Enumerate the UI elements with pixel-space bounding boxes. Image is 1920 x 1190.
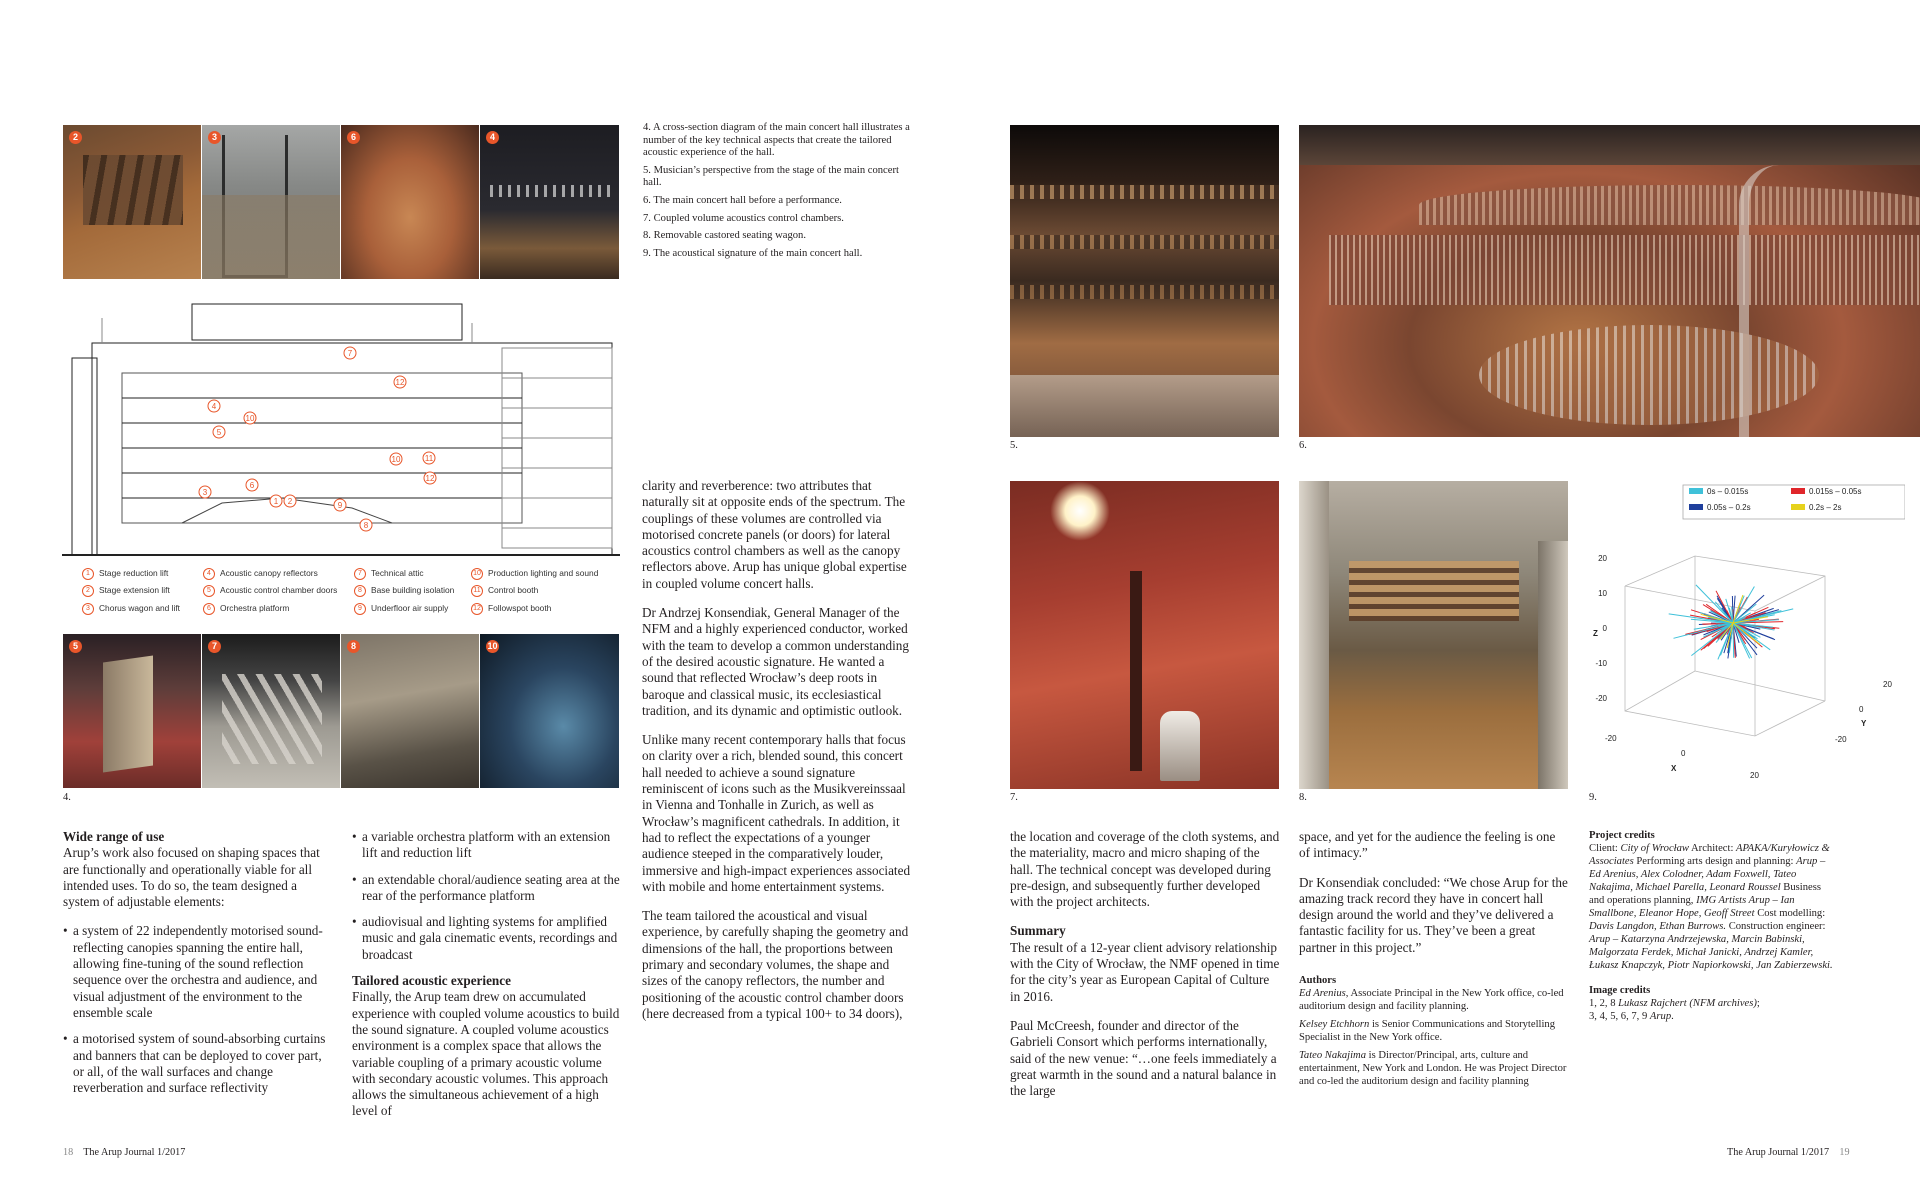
diagram-marker-10: [244, 412, 256, 424]
chart-y-tick: 20: [1883, 680, 1892, 689]
chart-z-tick: 20: [1598, 554, 1607, 563]
chart-legend-swatch: [1689, 504, 1703, 510]
journal-name: The Arup Journal 1/2017: [1727, 1147, 1830, 1158]
author-entry: Kelsey Etchhorn is Senior Communications and Storytelling Specialist in the New York office.: [1299, 1019, 1556, 1044]
svg-text:3: 3: [202, 488, 208, 497]
svg-text:6: 6: [249, 481, 255, 490]
chart-z-label: Z: [1593, 629, 1598, 638]
legend-item: 1 Stage reduction lift: [82, 568, 168, 580]
photo-construction: [202, 634, 340, 788]
svg-text:9: 9: [337, 501, 343, 510]
paragraph: The result of a 12-year client advisory relationship with the City of Wrocław, the NMF opened in time for the city’s year as European Capital of Culture in 2016.: [1010, 939, 1280, 1004]
caption-item: 4. A cross-section diagram of the main concert hall illustrates a number of the key technical aspects that create the tailored acoustic experience of the hall.: [643, 122, 910, 159]
text-column-1: [63, 829, 333, 1106]
figure-label: 6.: [1299, 440, 1307, 451]
bullet-list: [352, 829, 624, 963]
image-credits-heading: Image credits: [1589, 985, 1651, 996]
photo-orchestra-platform: [341, 125, 479, 279]
diagram-marker-10b: [390, 453, 402, 465]
chart-legend-label: 0.2s – 2s: [1809, 503, 1842, 512]
legend-item: 2 Stage extension lift: [82, 585, 170, 597]
legend-item: 11 Control booth: [471, 585, 538, 597]
figure-label: 9.: [1589, 792, 1597, 803]
legend-item: 4 Acoustic canopy reflectors: [203, 568, 318, 580]
svg-text:4: 4: [211, 402, 217, 411]
photo-chamber: [63, 634, 201, 788]
paragraph: Paul McCreesh, founder and director of the Gabrieli Consort which performs internationally, said of the new venue: “…one feels immediately a great warmth in the sound and a natural balance in the large: [1010, 1017, 1277, 1099]
footer-right: [1727, 1147, 1850, 1158]
diagram-marker-9: [334, 499, 346, 511]
legend-item: 10 Production lighting and sound: [471, 568, 598, 580]
photo-lift: [202, 125, 340, 279]
diagram-marker-6: [246, 479, 258, 491]
photo-isolation: [341, 634, 479, 788]
photo-stage-perspective: [1010, 125, 1279, 437]
caption-item: 9. The acoustical signature of the main concert hall.: [643, 247, 863, 259]
caption-item: 7. Coupled volume acoustics control chambers.: [643, 212, 844, 224]
text-column-3: [642, 478, 912, 1035]
legend-item: 5 Acoustic control chamber doors: [203, 585, 337, 597]
photo-production: [480, 634, 619, 788]
text-column-4: [1010, 829, 1280, 1112]
page-number: 18: [63, 1147, 74, 1158]
diagram-marker-4: [208, 400, 220, 412]
chart-legend-swatch: [1791, 488, 1805, 494]
bullet-list: [63, 923, 333, 1096]
cross-section-diagram: [62, 298, 620, 560]
photo-number-badge: 10: [487, 641, 498, 651]
diagram-marker-8: [360, 519, 372, 531]
legend-item: 6 Orchestra platform: [203, 603, 289, 615]
bullet-item: • an extendable choral/audience seating area at the rear of the performance platform: [352, 872, 624, 905]
caption-item: 5. Musician’s perspective from the stage of the main concert hall.: [643, 164, 899, 189]
svg-text:12: 12: [395, 378, 405, 387]
diagram-marker-12: [394, 376, 406, 388]
chart-z-tick: -20: [1595, 694, 1607, 703]
chart-z-tick: 10: [1598, 589, 1607, 598]
photo-number-badge: 5: [69, 640, 82, 653]
diagram-marker-1: [270, 495, 282, 507]
diagram-marker-3: [199, 486, 211, 498]
acoustic-signature-chart: [1585, 481, 1905, 791]
paragraph: clarity and reverberence: two attributes that naturally sit at opposite ends of the spectrum. The couplings of these volumes are controlled via motorised concrete panels (or doors) for lateral acoustics control chambers as well as the canopy reflectors above. Arup has unique global expertise in coupled volume concert halls.: [642, 478, 907, 591]
chart-y-tick: 0: [1859, 705, 1864, 714]
photo-number-badge: 6: [347, 131, 360, 144]
svg-text:10: 10: [391, 455, 401, 464]
page-number: 19: [1839, 1147, 1850, 1158]
chart-z-tick: 0: [1602, 624, 1607, 633]
paragraph: Dr Konsendiak concluded: “We chose Arup for the amazing track record they have in concert hall design around the world and they’ve delivered a fantastic facility for us. They’ve been a great partner in this project.”: [1299, 874, 1568, 955]
diagram-marker-11: [423, 452, 435, 464]
figure-label: 8.: [1299, 792, 1307, 803]
svg-text:11: 11: [424, 454, 434, 463]
bullet-item: • a motorised system of sound-absorbing curtains and banners that can be deployed to cover part, or all, of the wall surfaces and change reverberation and surface reflectivity: [63, 1031, 333, 1096]
photo-seating-wagon: [63, 125, 201, 279]
author-entry: Ed Arenius, Associate Principal in the New York office, co-led auditorium design and facility planning.: [1299, 988, 1564, 1013]
photo-hall-dark: [480, 125, 619, 279]
paragraph: Finally, the Arup team drew on accumulated experience with coupled volume acoustics to build the sound signature. A coupled volume acoustics environment is a complex space that allows the variable coupling of a primary acoustic volume with secondary acoustic volumes. This approach allows the simultaneous achievement of a high level of: [352, 989, 620, 1119]
credits-heading: Project credits: [1589, 830, 1655, 841]
paragraph: The team tailored the acoustical and visual experience, by carefully shaping the geometry and dimensions of the hall, the proportions between primary and secondary volumes, the shape and sizes of the canopy reflectors, the number and positioning of the acoustic control chamber doors (here decreased from a typical 100+ to 34 doors),: [642, 908, 909, 1021]
credits-column: [1589, 829, 1834, 1028]
chart-legend: [1683, 485, 1905, 519]
chart-x-tick: -20: [1605, 734, 1617, 743]
paragraph: the location and coverage of the cloth systems, and the materiality, macro and micro shaping of the hall. The technical concept was developed during pre-design, and subsequently further developed with the project architects.: [1010, 829, 1280, 910]
chart-legend-swatch: [1791, 504, 1805, 510]
figure-label: 5.: [1010, 440, 1018, 451]
svg-text:8: 8: [363, 521, 369, 530]
authors-block: [1299, 974, 1569, 1088]
photo-number-badge: 7: [208, 640, 221, 653]
chart-legend-label: 0.05s – 0.2s: [1707, 503, 1751, 512]
chart-axes-box: [1625, 556, 1825, 736]
chart-x-tick: 0: [1681, 749, 1686, 758]
chart-y-tick: -20: [1835, 735, 1847, 744]
photo-control-chambers: [1010, 481, 1279, 789]
paragraph: Unlike many recent contemporary halls that focus on clarity over a rich, blended sound, this concert hall needed to achieve a sound signature reminiscent of icons such as the Musikvereinssaal in Vienna and Tonhalle in Zurich, as well as Wrocław’s magnificent cathedrals. In addition, it had to reflect the expectations of a younger audience steeped in the comparatively louder, immersive and high-impact experiences associated with mobile and home entertainment systems.: [642, 732, 911, 894]
photo-number-badge: 8: [347, 640, 360, 653]
diagram-marker-7: [344, 347, 356, 359]
legend-item: 9 Underfloor air supply: [354, 603, 448, 615]
bullet-item: • audiovisual and lighting systems for amplified music and gala cinematic events, recordings and broadcast: [352, 914, 624, 963]
legend-item: 8 Base building isolation: [354, 585, 454, 597]
credits-text: Client: City of Wrocław Architect: APAKA/Kuryłowicz & Associates Performing arts design and planning: Arup – Ed Arenius, Alex Colodner, Adam Foxwell, Tateo Nakajima, Michael Parella, Leonard Roussel Business and operations planning, IMG Artists Arup – Ian Smallbone, Eleanor Hope, Geoff Street Cost modelling: Davis Langdon, Ethan Burrows. Construction engineer: Arup – Katarzyna Andrzejewska, Marcin Babinski, Malgorzata Ferdek, Michał Janicki, Andrzej Kamler, Łukasz Knapczyk, Piotr Napiorkowski, Jan Zabierzewski.: [1589, 843, 1833, 971]
paragraph: space, and yet for the audience the feeling is one of intimacy.”: [1299, 829, 1556, 861]
svg-text:10: 10: [245, 414, 255, 423]
diagram-legend: [82, 568, 622, 620]
svg-text:2: 2: [287, 497, 293, 506]
text-column-2: [352, 829, 624, 1133]
legend-item: 7 Technical attic: [354, 568, 424, 580]
paragraph: Arup’s work also focused on shaping spaces that are functionally and operationally viable for all intended uses. To do so, the team designed a system of adjustable elements:: [63, 845, 320, 910]
svg-text:12: 12: [425, 474, 435, 483]
caption-item: 6. The main concert hall before a performance.: [643, 194, 842, 206]
legend-item: 3 Chorus wagon and lift: [82, 603, 180, 615]
author-entry: Tateo Nakajima is Director/Principal, arts, culture and entertainment, New York and London. He was Project Director and co-led the auditorium design and facility planning: [1299, 1050, 1567, 1088]
journal-name: The Arup Journal 1/2017: [83, 1147, 186, 1158]
text-column-5: [1299, 829, 1569, 1093]
paragraph: Dr Andrzej Konsendiak, General Manager of the NFM and a highly experienced conductor, worked with the team to develop a common understanding of the desired acoustic signature. He wanted a sound that reflected Wrocław’s deep roots in baroque and classical music, its ecclesiastical tradition, and its dynamic and optimistic outlook.: [642, 605, 909, 718]
figure-label: 7.: [1010, 792, 1018, 803]
photo-number-badge: 3: [208, 131, 221, 144]
photo-number-badge: 2: [69, 131, 82, 144]
diagram-marker-5: [213, 426, 225, 438]
svg-text:7: 7: [347, 349, 353, 358]
section-heading: Tailored acoustic experience: [352, 973, 511, 989]
chart-ray: [1733, 623, 1734, 658]
chart-legend-label: 0s – 0.015s: [1707, 487, 1749, 496]
svg-text:5: 5: [216, 428, 222, 437]
footer-left: [63, 1147, 185, 1158]
diagram-marker-12b: [424, 472, 436, 484]
caption-item: 8. Removable castored seating wagon.: [643, 230, 806, 242]
image-credits-text: 1, 2, 8 Lukasz Rajchert (NFM archives); 3, 4, 5, 6, 7, 9 Arup.: [1589, 998, 1760, 1022]
section-heading: Summary: [1010, 923, 1066, 939]
bullet-item: • a variable orchestra platform with an extension lift and reduction lift: [352, 829, 624, 862]
chart-x-tick: 20: [1750, 771, 1759, 780]
chart-z-tick: -10: [1595, 659, 1607, 668]
legend-item: 12 Followspot booth: [471, 603, 551, 615]
chart-legend-label: 0.015s – 0.05s: [1809, 487, 1862, 496]
authors-heading: Authors: [1299, 975, 1337, 987]
chart-y-label: Y: [1861, 719, 1867, 728]
figure-label: 4.: [63, 792, 71, 803]
photo-number-badge: 4: [486, 131, 499, 144]
chart-x-label: X: [1671, 764, 1677, 773]
svg-text:1: 1: [273, 497, 279, 506]
section-heading: Wide range of use: [63, 829, 165, 844]
diagram-marker-2: [284, 495, 296, 507]
photo-seating-wagon-right: [1299, 481, 1568, 789]
bullet-item: • a system of 22 independently motorised sound-reflecting canopies spanning the entire hall, allowing fine-tuning of the sound reflection sequence over the orchestra and audience, and visual adjustment of the environment to the ensemble scale: [63, 923, 333, 1021]
figure-caption-list: [643, 122, 918, 265]
photo-main-hall-performance: [1299, 125, 1920, 437]
chart-rays: [1669, 585, 1794, 660]
chart-legend-swatch: [1689, 488, 1703, 494]
